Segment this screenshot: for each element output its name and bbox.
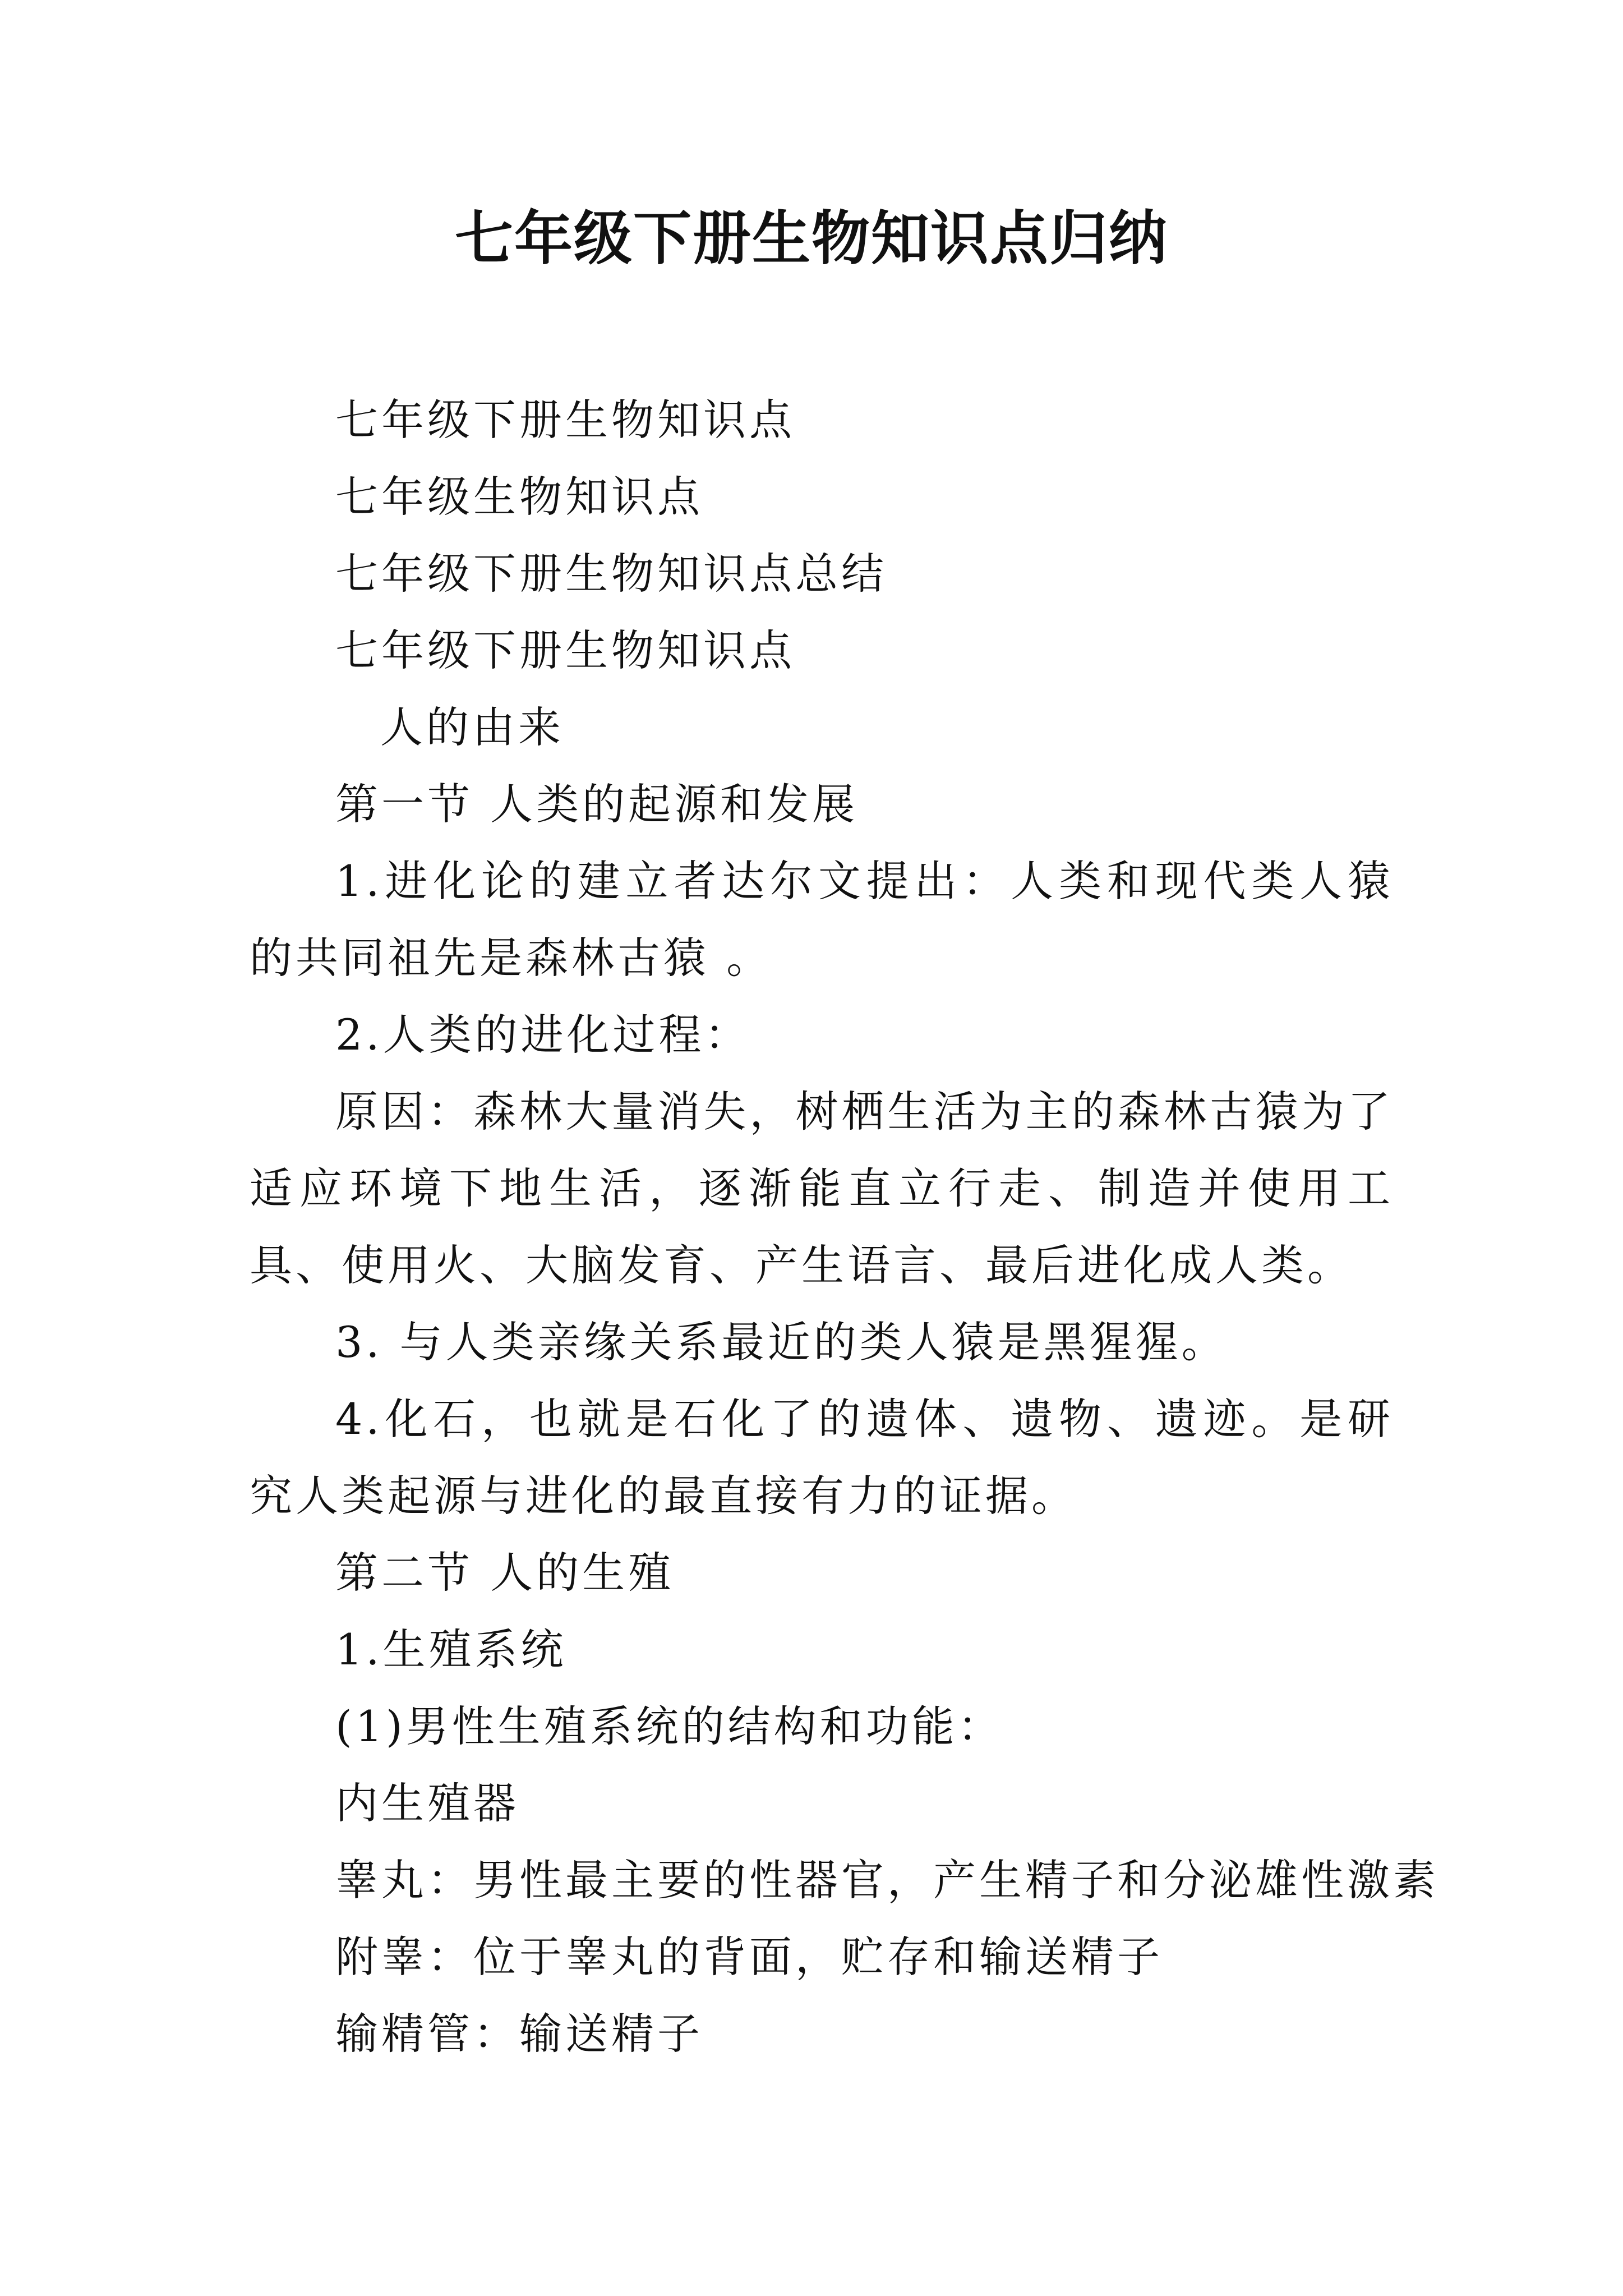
- chapter-heading: 人的由来: [380, 702, 564, 752]
- text-line-4: 七年级下册生物知识点: [335, 625, 795, 675]
- document-body: [250, 381, 1439, 2072]
- list-item-3: 内生殖器: [335, 1778, 519, 1828]
- list-item-5: 附睾：位于睾丸的背面，贮存和输送精子: [335, 1932, 1163, 1982]
- paragraph-2: 2.人类的进化过程：: [335, 1010, 751, 1060]
- paragraph-1: 1.进化论的建立者达尔文提出：人类和现代类人猿的共同祖先是森林古猿 。: [250, 856, 1394, 983]
- list-item-1: 1.生殖系统: [335, 1625, 567, 1674]
- text-line-1: 七年级下册生物知识点: [335, 395, 795, 445]
- section-heading-1: 第一节 人类的起源和发展: [335, 779, 859, 829]
- page-title: 七年级下册生物知识点归纳: [454, 204, 1168, 273]
- list-item-2: (1)男性生殖系统的结构和功能：: [335, 1701, 1004, 1751]
- list-item-4: 睾丸：男性最主要的性器官，产生精子和分泌雄性激素: [335, 1855, 1439, 1905]
- text-line-2: 七年级生物知识点: [335, 472, 703, 522]
- text-line-3: 七年级下册生物知识点总结: [335, 549, 887, 599]
- paragraph-5: 4.化石，也就是石化了的遗体、遗物、遗迹。是研究人类起源与进化的最直接有力的证据。: [250, 1394, 1394, 1521]
- section-heading-2: 第二节 人的生殖: [335, 1548, 675, 1598]
- paragraph-4: 3. 与人类亲缘关系最近的类人猿是黑猩猩。: [335, 1317, 1228, 1367]
- paragraph-3: 原因：森林大量消失，树栖生活为主的森林古猿为了适应环境下地生活，逐渐能直立行走、制造并使用工具、使用火、大脑发育、产生语言、最后进化成人类。: [250, 1087, 1394, 1290]
- list-item-6: 输精管：输送精子: [335, 2009, 703, 2059]
